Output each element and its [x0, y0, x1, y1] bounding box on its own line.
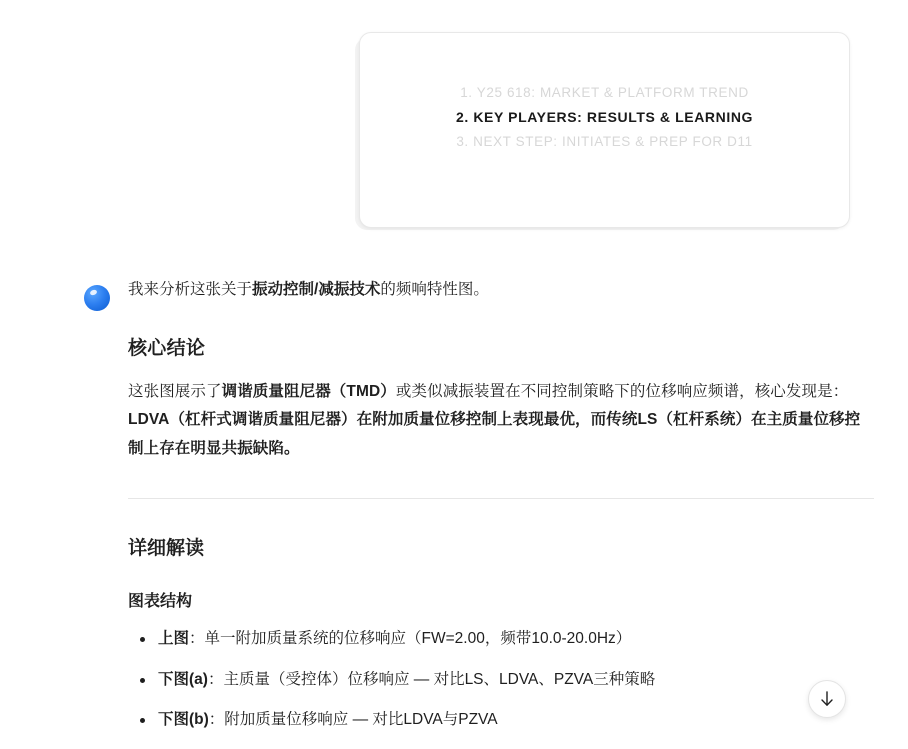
bullet-label-1: 上图 — [158, 629, 190, 647]
slide-agenda-item-2: 2. KEY PLAYERS: RESULTS & LEARNING — [455, 109, 754, 125]
section-heading-conclusion: 核心结论 — [128, 337, 206, 359]
slide-agenda-list — [360, 85, 849, 158]
bullet-label-2: 下图(a) — [158, 670, 208, 688]
scroll-to-bottom-button[interactable] — [808, 680, 846, 718]
arrow-down-icon — [819, 690, 835, 708]
conclusion-bold-2: LDVA（杠杆式调谐质量阻尼器）在附加质量位移控制上表现最优，而传统LS（杠杆系统）在主质量位移控制上存在明显共振缺陷。 — [128, 411, 861, 458]
list-item — [158, 708, 874, 733]
intro-text-bold: 振动控制/减振技术 — [252, 281, 381, 298]
message-body — [128, 278, 874, 733]
list-item — [158, 627, 874, 652]
avatar-highlight — [89, 289, 97, 296]
section-heading-detail: 详细解读 — [128, 537, 205, 559]
attachment-image[interactable] — [353, 32, 850, 234]
slide-agenda-item-1: 1. Y25 618: MARKET & PLATFORM TREND — [460, 85, 749, 100]
slide-agenda-item-3: 3. NEXT STEP: INITIATES & PREP FOR D11 — [456, 134, 753, 149]
message-intro — [128, 278, 874, 303]
slide-card[interactable] — [359, 32, 850, 228]
bullet-label-3: 下图(b) — [158, 711, 209, 729]
bullet-text-1: ：单一附加质量系统的位移响应（FW=2.00，频带10.0-20.0Hz） — [189, 629, 632, 647]
bullet-text-2: ：主质量（受控体）位移响应 — 对比LS、LDVA、PZVA三种策略 — [207, 670, 656, 688]
conclusion-text-2: 或类似减振装置在不同控制策略下的位移响应频谱，核心发现是： — [395, 382, 849, 400]
assistant-message — [84, 278, 874, 749]
conclusion-text-1: 这张图展示了 — [128, 382, 222, 400]
intro-text-before: 我来分析这张关于 — [128, 281, 253, 298]
intro-text-after: 的频响特性图。 — [380, 281, 489, 298]
conclusion-paragraph — [128, 378, 874, 464]
section-divider — [128, 498, 874, 499]
subsection-heading-structure: 图表结构 — [128, 592, 193, 610]
bullet-text-3: ：附加质量位移响应 — 对比LDVA与PZVA — [208, 711, 498, 729]
conclusion-bold-1: 调谐质量阻尼器（TMD） — [221, 382, 396, 400]
list-item — [158, 668, 874, 693]
assistant-avatar — [84, 285, 110, 311]
structure-bullet-list — [128, 627, 874, 733]
